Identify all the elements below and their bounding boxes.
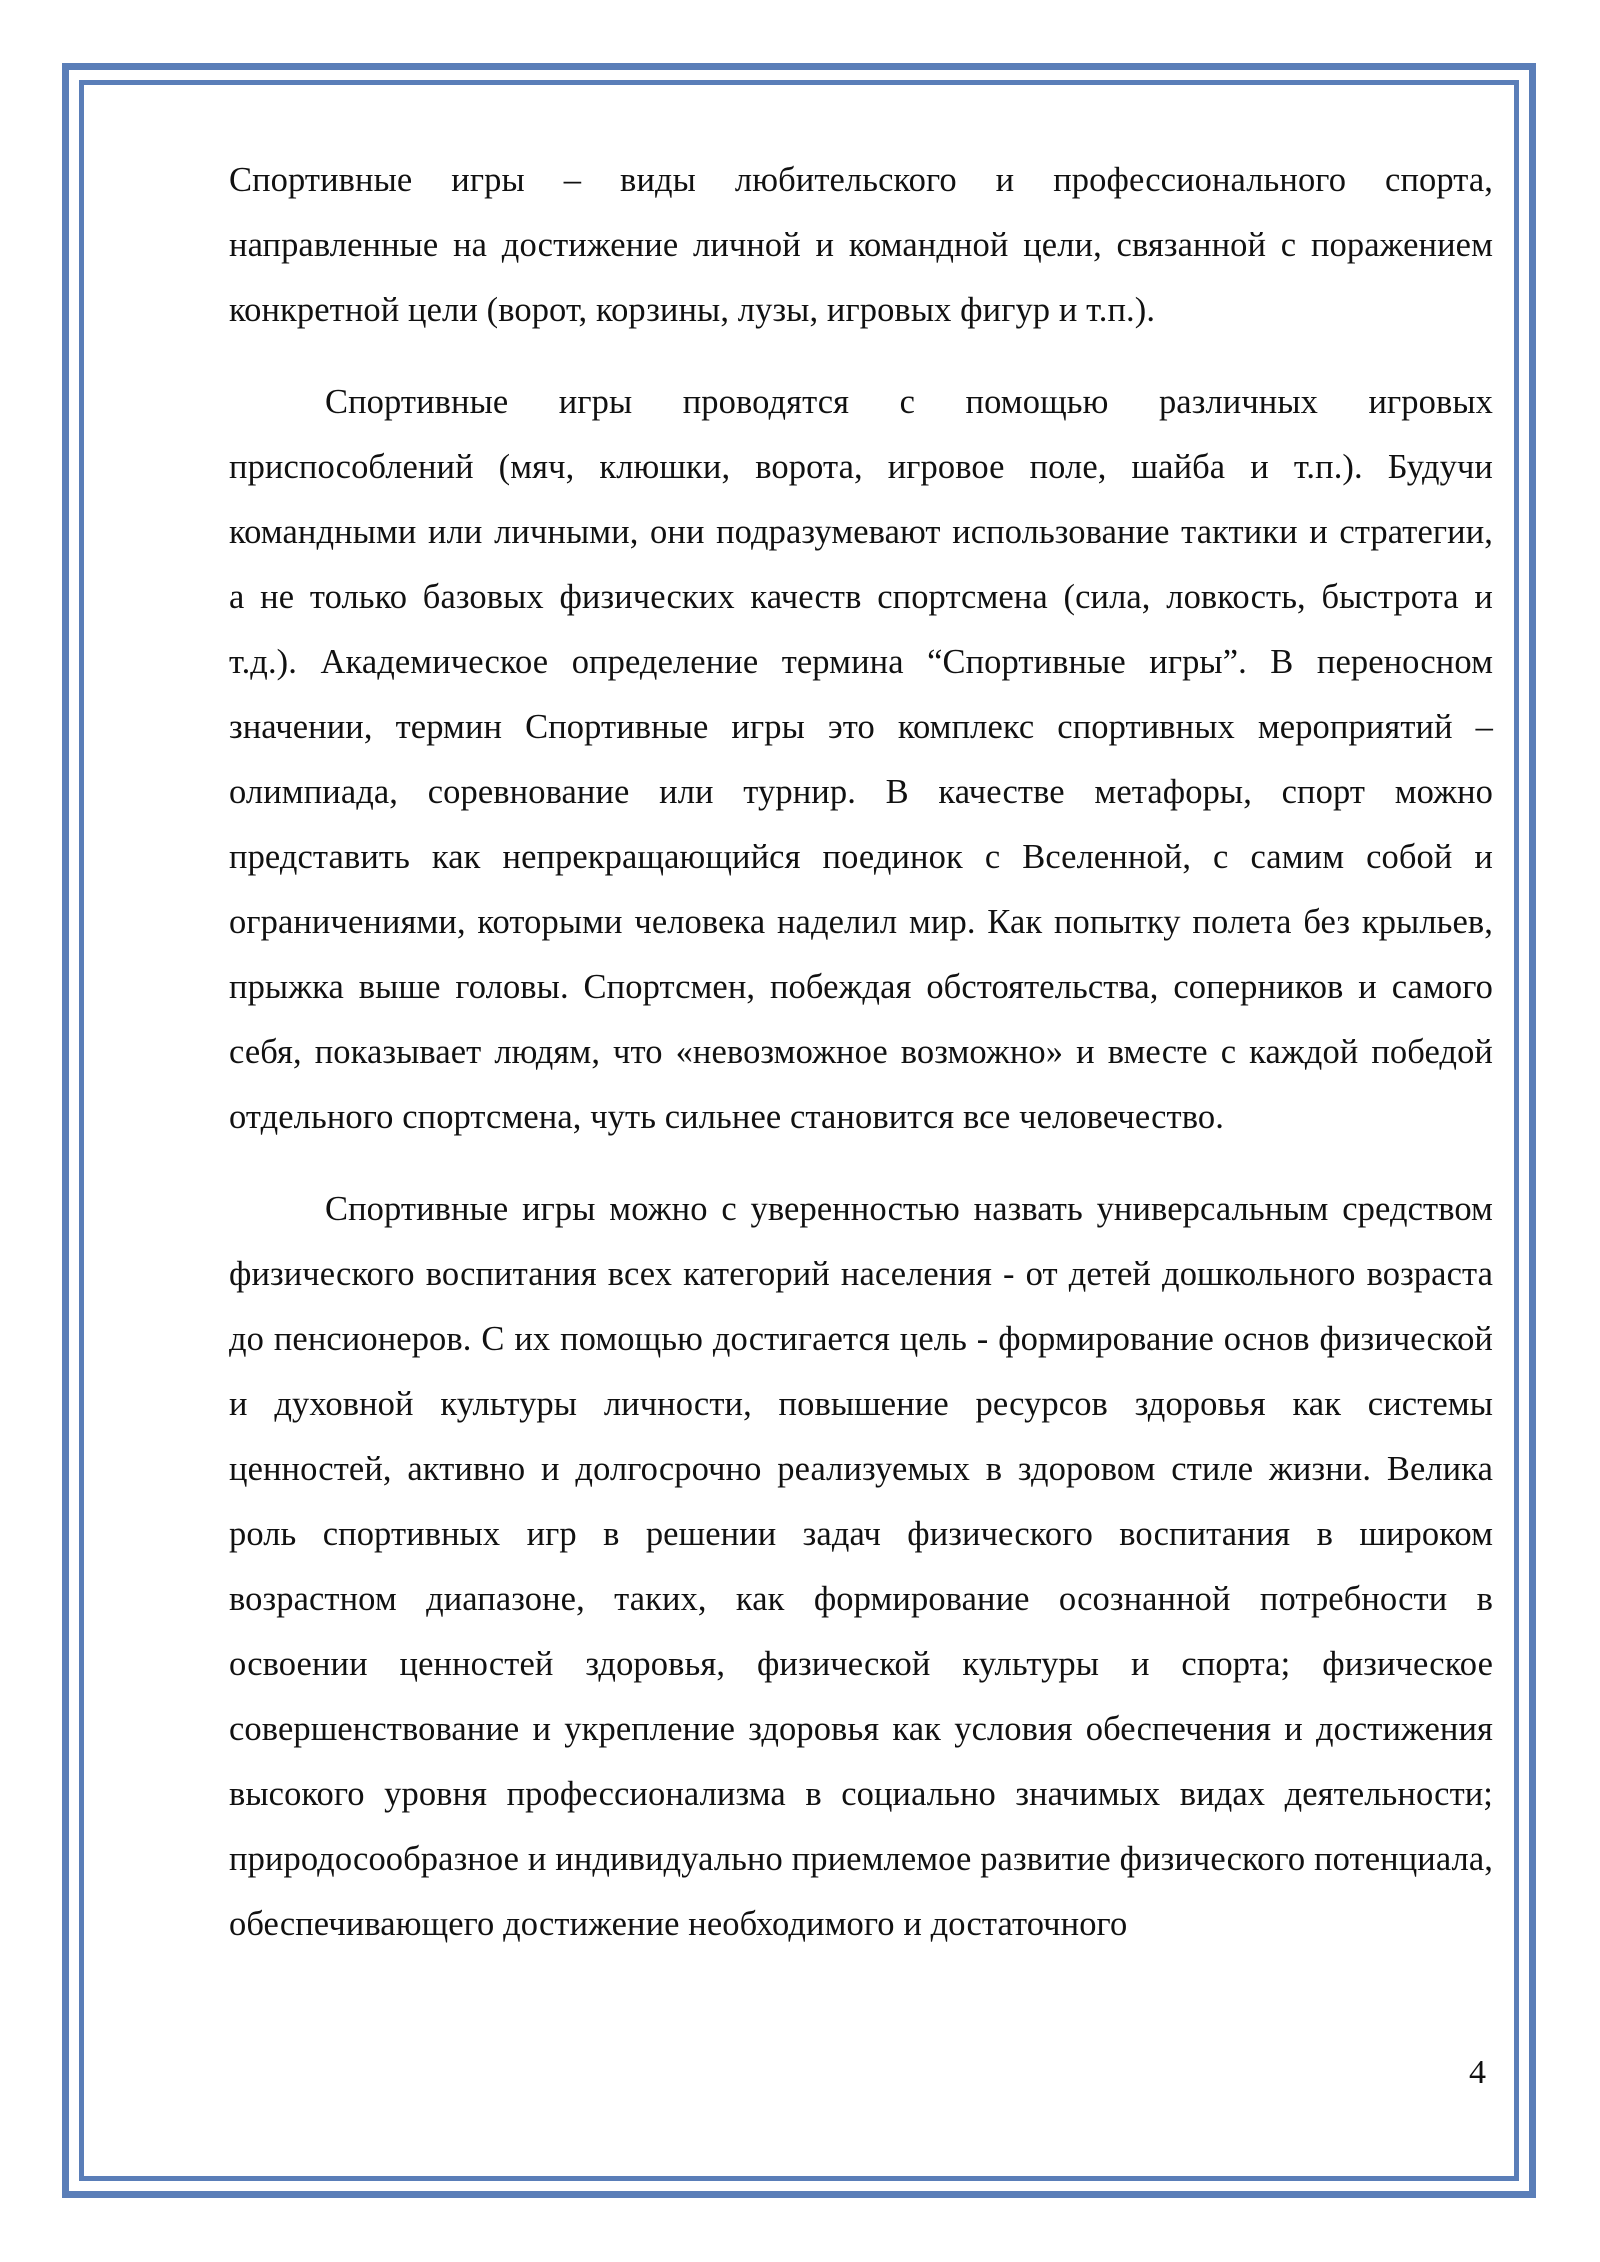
paragraph-1: Спортивные игры – виды любительского и профессионального спорта, направленные на достижение личной и командной цели, связанной с поражением конкретной цели (ворот, корзины, лузы, игровых фигур и т.п.). xyxy=(229,161,1493,329)
paragraph-3: Спортивные игры можно с уверенностью назвать универсальным средством физического воспитания всех категорий населения - от детей дошкольного возраста до пенсионеров. С их помощью достигается цель - формирование основ физической и духовной культуры личности, повышение ресурсов здоровья как системы ценностей, активно и долгосрочно реализуемых в здоровом стиле жизни. Велика роль спортивных игр в решении задач физического воспитания в широком возрастном диапазоне, таких, как формирование осознанной потребности в освоении ценностей здоровья, физической культуры и спорта; физическое совершенствование и укрепление здоровья как условия обеспечения и достижения высокого уровня профессионализма в социально значимых видах деятельности; природосообразное и индивидуально приемлемое развитие физического потенциала, обеспечивающего достижение необходимого и достаточного xyxy=(229,1190,1493,1943)
page-number: 4 xyxy=(1469,2054,1486,2091)
document-body xyxy=(229,148,1493,1957)
paragraph-2: Спортивные игры проводятся с помощью различных игровых приспособлений (мяч, клюшки, ворота, игровое поле, шайба и т.п.). Будучи командными или личными, они подразумевают использование тактики и стратегии, а не только базовых физических качеств спортсмена (сила, ловкость, быстрота и т.д.). Академическое определение термина “Спортивные игры”. В переносном значении, термин Спортивные игры это комплекс спортивных мероприятий – олимпиада, соревнование или турнир. В качестве метафоры, спорт можно представить как непрекращающийся поединок с Вселенной, с самим собой и ограничениями, которыми человека наделил мир. Как попытку полета без крыльев, прыжка выше головы. Спортсмен, побеждая обстоятельства, соперников и самого себя, показывает людям, что «невозможное возможно» и вместе с каждой победой отдельного спортсмена, чуть сильнее становится все человечество. xyxy=(229,383,1493,1136)
